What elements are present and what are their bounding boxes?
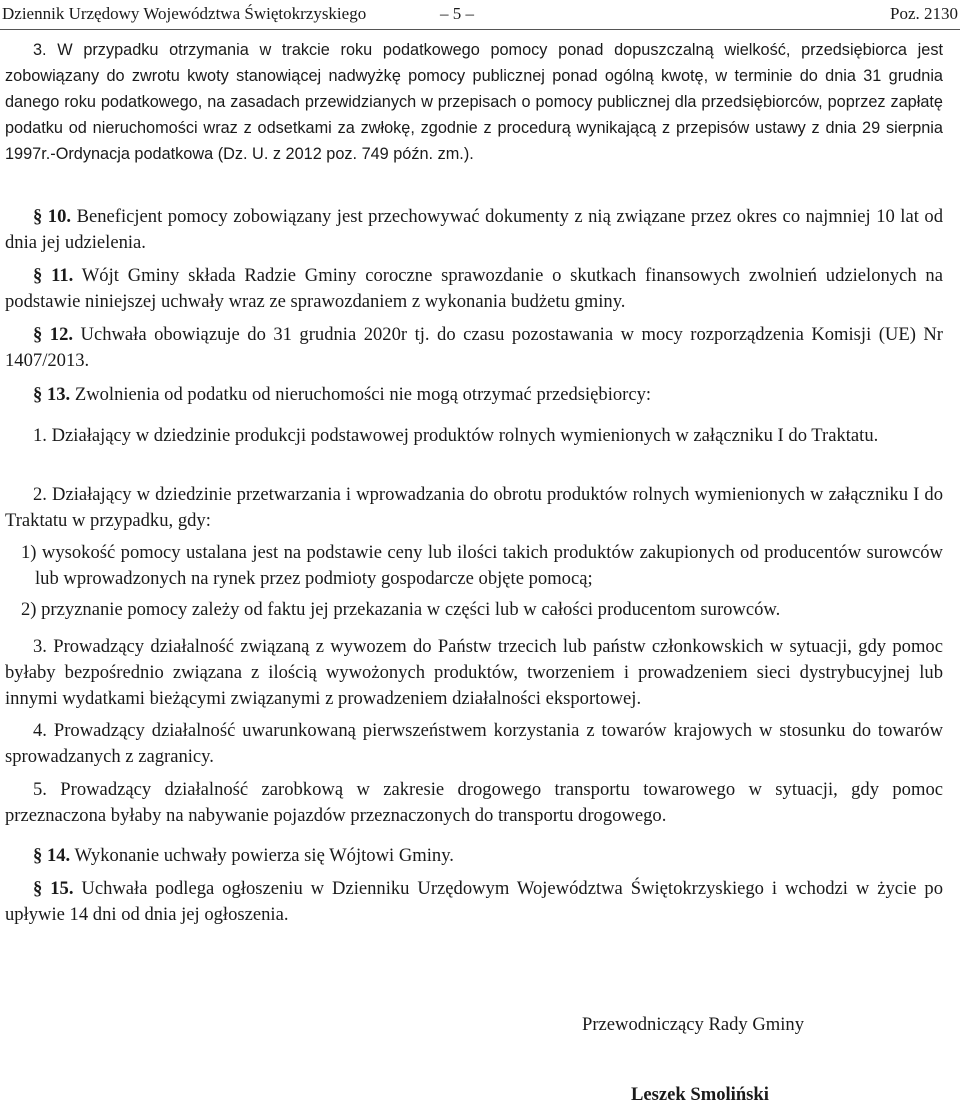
section-10 bbox=[5, 204, 943, 256]
section-number: § 13. bbox=[33, 384, 71, 405]
section-13-item-3: 3. Prowadzący działalność związaną z wywozem do Państw trzecich lub państw członkowskich w sytuacji, gdy pomoc byłaby bezpośrednio związana z ilością wywożonych produktów, tworzeniem i prowadzeniem sieci dystrybucyjnej lub innymi wydatkami bieżącymi związanymi z prowadzeniem działalności eksportowej. bbox=[5, 636, 943, 709]
signature-title: Przewodniczący Rady Gminy bbox=[582, 1014, 805, 1035]
section-13 bbox=[5, 382, 943, 408]
section-text: Beneficjent pomocy zobowiązany jest przechowywać dokumenty z nią związane przez okres co najmniej 10 lat od dnia jej udzielenia. bbox=[5, 206, 944, 253]
section-number: § 12. bbox=[33, 324, 74, 345]
signature-name: Leszek Smoliński bbox=[631, 1084, 769, 1103]
journal-title: Dziennik Urzędowy Województwa Świętokrzyskiego bbox=[2, 4, 367, 23]
section-number: § 14. bbox=[33, 845, 71, 866]
section-15 bbox=[5, 876, 943, 928]
page-header bbox=[0, 0, 960, 24]
section-text: Uchwała podlega ogłoszeniu w Dzienniku Urzędowym Województwa Świętokrzyskiego i wchodzi w życie po upływie 14 dni od dnia jej ogłoszenia. bbox=[5, 878, 943, 925]
section-13-item-5: 5. Prowadzący działalność zarobkową w zakresie drogowego transportu towarowego w sytuacji, gdy pomoc przeznaczona byłaby na nabywanie pojazdów przeznaczonych do transportu drogowego. bbox=[5, 779, 943, 826]
page-number: – 5 – bbox=[440, 4, 474, 23]
section-12 bbox=[5, 322, 943, 374]
header-rule bbox=[0, 29, 960, 30]
section-number: § 15. bbox=[33, 878, 74, 899]
section-13-item-1: 1. Działający w dziedzinie produkcji podstawowej produktów rolnych wymienionych w załączniku I do Traktatu. bbox=[33, 425, 879, 446]
section-number: § 10. bbox=[33, 206, 72, 227]
section-text: Zwolnienia od podatku od nieruchomości nie mogą otrzymać przedsiębiorcy: bbox=[70, 384, 652, 405]
section-text: Uchwała obowiązuje do 31 grudnia 2020r tj. do czasu pozostawania w mocy rozporządzenia Komisji (UE) Nr 1407/2013. bbox=[5, 324, 943, 371]
section-14 bbox=[5, 843, 943, 869]
section-number: § 11. bbox=[33, 265, 74, 286]
position-number: Poz. 2130 bbox=[890, 4, 958, 23]
section-13-item-2-point-2: 2) przyznanie pomocy zależy od faktu jej przekazania w części lub w całości producentom surowców. bbox=[21, 599, 781, 620]
section-text: Wykonanie uchwały powierza się Wójtowi Gminy. bbox=[70, 845, 454, 866]
section-text: Wójt Gminy składa Radzie Gminy coroczne sprawozdanie o skutkach finansowych zwolnień udzielonych na podstawie niniejszej uchwały wraz ze sprawozdaniem z wykonania budżetu gminy. bbox=[5, 265, 943, 312]
paragraph-9-3: 3. W przypadku otrzymania w trakcie roku podatkowego pomocy ponad dopuszczalną wielkość, przedsiębiorca jest zobowiązany do zwrotu kwoty stanowiącej nadwyżkę pomocy publicznej ponad ogólną kwotę, w terminie do dnia 31 grudnia danego roku podatkowego, na zasadach przewidzianych w przepisach o pomocy publicznej dla przedsiębiorców, poprzez zapłatę podatku od nieruchomości wraz z odsetkami za zwłokę, zgodnie z procedurą wynikającą z przepisów ustawy z dnia 29 sierpnia 1997r.-Ordynacja podatkowa (Dz. U. z 2012 poz. 749 późn. zm.). bbox=[5, 41, 943, 163]
section-13-item-2: 2. Działający w dziedzinie przetwarzania i wprowadzania do obrotu produktów rolnych wymienionych w załączniku I do Traktatu w przypadku, gdy: bbox=[5, 484, 943, 531]
section-13-item-4: 4. Prowadzący działalność uwarunkowaną pierwszeństwem korzystania z towarów krajowych w stosunku do towarów sprowadzanych z zagranicy. bbox=[5, 720, 943, 767]
section-13-item-2-point-1: 1) wysokość pomocy ustalana jest na podstawie ceny lub ilości takich produktów zakupionych od producentów surowców lub wprowadzonych na rynek przez podmioty gospodarcze objęte pomocą; bbox=[21, 542, 943, 589]
section-11 bbox=[5, 263, 943, 315]
